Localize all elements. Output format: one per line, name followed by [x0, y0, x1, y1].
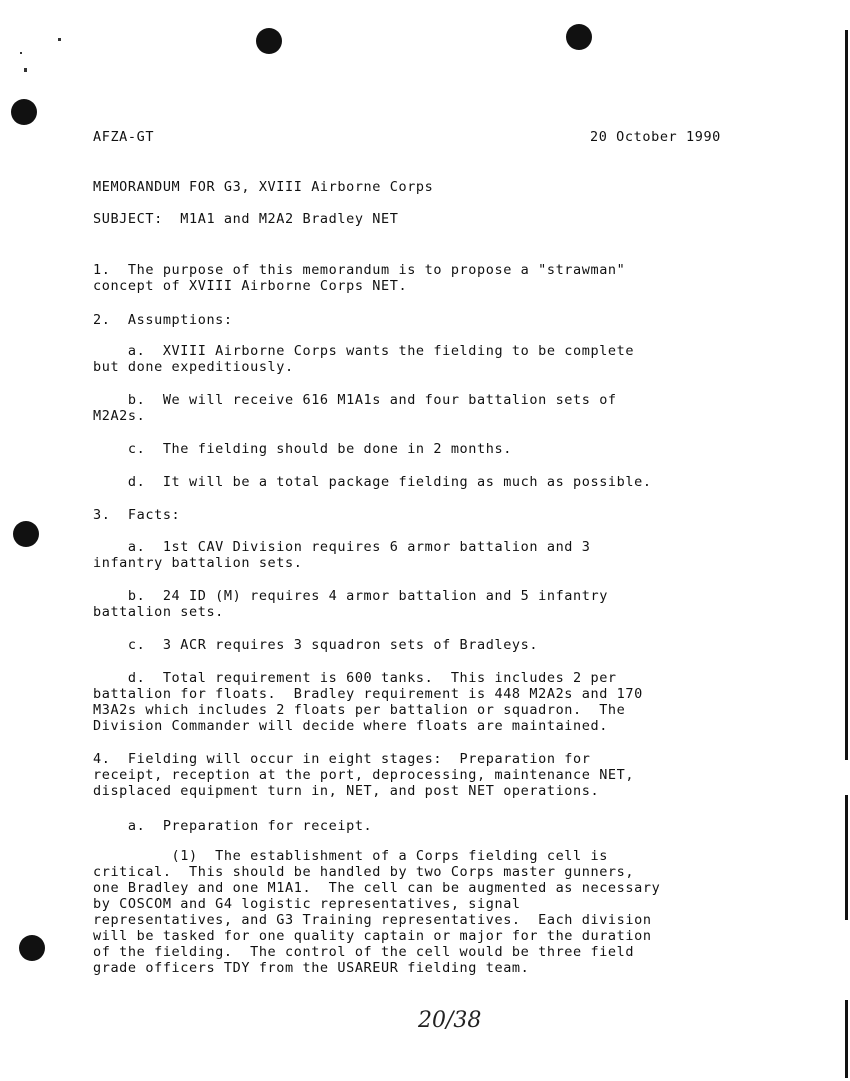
paragraph-2b-line-2: M2A2s. — [93, 408, 146, 424]
paragraph-4-line-3: displaced equipment turn in, NET, and post NET operations. — [93, 783, 600, 799]
paragraph-2c: c. The fielding should be done in 2 months. — [93, 441, 512, 457]
paragraph-4a1-line-4: by COSCOM and G4 logistic representatives, signal — [93, 896, 521, 912]
memo-date: 20 October 1990 — [590, 129, 721, 145]
paragraph-3b-line-1: b. 24 ID (M) requires 4 armor battalion and 5 infantry — [93, 588, 608, 604]
paragraph-3d-line-1: d. Total requirement is 600 tanks. This includes 2 per — [93, 670, 617, 686]
scan-speck — [20, 52, 22, 54]
paragraph-2a-line-1: a. XVIII Airborne Corps wants the fielding to be complete — [93, 343, 635, 359]
paragraph-3d-line-2: battalion for floats. Bradley requirement is 448 M2A2s and 170 — [93, 686, 643, 702]
paragraph-4a1-line-7: of the fielding. The control of the cell would be three field — [93, 944, 635, 960]
paragraph-2d: d. It will be a total package fielding as much as possible. — [93, 474, 652, 490]
paragraph-3c: c. 3 ACR requires 3 squadron sets of Bradleys. — [93, 637, 539, 653]
punch-hole-top-left — [256, 28, 282, 54]
paragraph-4a1-line-2: critical. This should be handled by two Corps master gunners, — [93, 864, 635, 880]
scan-edge-line — [845, 795, 848, 920]
paragraph-1-line-1: 1. The purpose of this memorandum is to propose a "strawman" — [93, 262, 626, 278]
subject-line: SUBJECT: M1A1 and M2A2 Bradley NET — [93, 211, 399, 227]
paragraph-2-heading: 2. Assumptions: — [93, 312, 233, 328]
paragraph-4a1-line-3: one Bradley and one M1A1. The cell can be augmented as necessary — [93, 880, 661, 896]
page-number: 20/38 — [418, 1008, 482, 1033]
paragraph-4a1-line-1: (1) The establishment of a Corps fielding cell is — [93, 848, 608, 864]
paragraph-4a1-line-8: grade officers TDY from the USAREUR fielding team. — [93, 960, 530, 976]
scan-edge-line — [845, 1000, 848, 1078]
paragraph-4-line-2: receipt, reception at the port, deprocessing, maintenance NET, — [93, 767, 635, 783]
paragraph-4a: a. Preparation for receipt. — [93, 818, 373, 834]
scan-speck — [24, 68, 27, 72]
paragraph-4a1-line-5: representatives, and G3 Training representatives. Each division — [93, 912, 652, 928]
paragraph-3d-line-3: M3A2s which includes 2 floats per battalion or squadron. The — [93, 702, 626, 718]
paragraph-3a-line-2: infantry battalion sets. — [93, 555, 303, 571]
paragraph-2a-line-2: but done expeditiously. — [93, 359, 294, 375]
paragraph-1-line-2: concept of XVIII Airborne Corps NET. — [93, 278, 408, 294]
paragraph-3a-line-1: a. 1st CAV Division requires 6 armor battalion and 3 — [93, 539, 591, 555]
paragraph-3-heading: 3. Facts: — [93, 507, 181, 523]
paragraph-3d-line-4: Division Commander will decide where floats are maintained. — [93, 718, 608, 734]
punch-hole-top-right — [566, 24, 592, 50]
memo-for-line: MEMORANDUM FOR G3, XVIII Airborne Corps — [93, 179, 434, 195]
paragraph-2b-line-1: b. We will receive 616 M1A1s and four battalion sets of — [93, 392, 617, 408]
punch-hole-left-3 — [19, 935, 45, 961]
paragraph-4a1-line-6: will be tasked for one quality captain or major for the duration — [93, 928, 652, 944]
scan-edge-line — [845, 30, 848, 760]
scan-speck — [58, 38, 61, 41]
paragraph-4-line-1: 4. Fielding will occur in eight stages: Preparation for — [93, 751, 591, 767]
office-symbol: AFZA-GT — [93, 129, 155, 145]
punch-hole-left-2 — [13, 521, 39, 547]
punch-hole-left-1 — [11, 99, 37, 125]
paragraph-3b-line-2: battalion sets. — [93, 604, 224, 620]
